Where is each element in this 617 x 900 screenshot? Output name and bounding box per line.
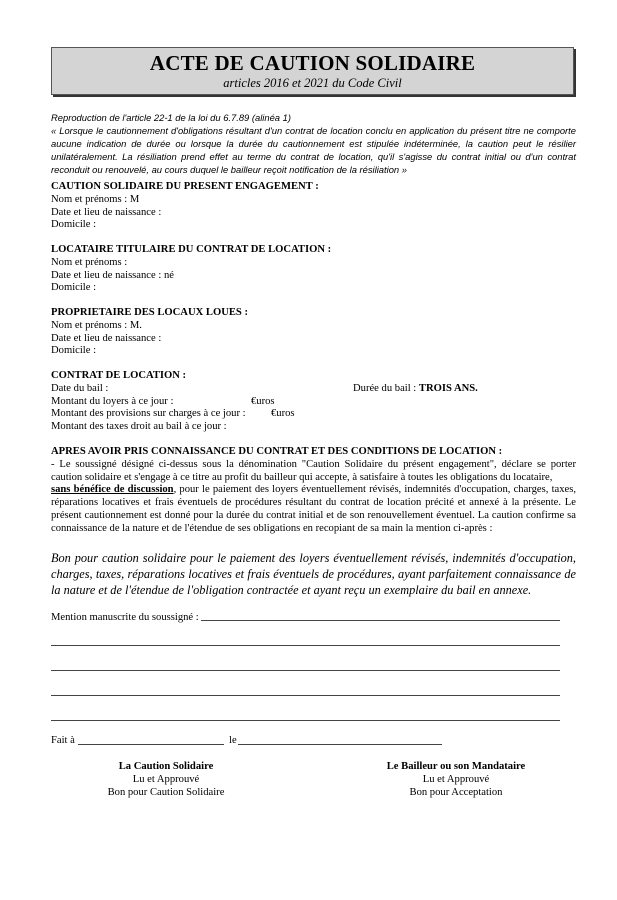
reference-quote: « Lorsque le cautionnement d'obligations résultant d'un contrat de location conclu en application du présent titre ne comporte aucune indication de durée ou lorsque la durée du cautionnement est stipulée indéterminée, la caution peut le résilier unilatéralement. La résiliation prend effet au terme du contrat de location, qu'il s'agisse du contrat initial ou d'un contrat reconduit ou renouvelé, au cours duquel le bailleur reçoit notification de la résiliation » <box>51 125 576 175</box>
signature-caution: La Caution Solidaire Lu et Approuvé Bon pour Caution Solidaire <box>107 761 225 798</box>
section-title: CONTRAT DE LOCATION : <box>51 370 187 381</box>
handwriting-line[interactable] <box>51 670 560 671</box>
legal-reference <box>51 111 576 176</box>
caution-home: Domicile : <box>51 219 97 231</box>
handwriting-line[interactable] <box>51 720 560 721</box>
section-title: PROPRIETAIRE DES LOCAUX LOUES : <box>51 307 248 318</box>
locataire-birth: Date et lieu de naissance : né <box>51 269 174 281</box>
contrat-loyer: Montant du loyers à ce jour : <box>51 395 174 407</box>
section-locataire <box>51 244 576 295</box>
contrat-loyer-row <box>51 396 576 409</box>
proprietaire-birth: Date et lieu de naissance : <box>51 332 162 344</box>
section-title: APRES AVOIR PRIS CONNAISSANCE DU CONTRAT ET DES CONDITIONS DE LOCATION : <box>51 446 503 457</box>
handwriting-line[interactable] <box>201 620 560 621</box>
proprietaire-home: Domicile : <box>51 345 97 357</box>
locataire-home: Domicile : <box>51 282 97 294</box>
le-label: le <box>229 735 237 746</box>
document-subtitle: articles 2016 et 2021 du Code Civil <box>223 76 402 90</box>
section-contrat <box>51 370 576 434</box>
contrat-date-row <box>51 383 576 396</box>
section-caution <box>51 181 576 232</box>
caution-birth: Date et lieu de naissance : <box>51 206 162 218</box>
place-line[interactable] <box>78 744 224 745</box>
caution-name: Nom et prénoms : M <box>51 193 140 205</box>
section-proprietaire <box>51 307 576 358</box>
section-engagement <box>51 446 576 536</box>
discussion-emphasis: sans bénéfice de discussion <box>51 484 174 496</box>
fait-a-label: Fait à <box>51 735 75 746</box>
proprietaire-name: Nom et prénoms : M. <box>51 319 142 331</box>
reference-line: Reproduction de l'article 22-1 de la loi du 6.7.89 (alinéa 1) <box>51 112 291 123</box>
contrat-taxes: Montant des taxes droit au bail à ce jour : <box>51 421 227 433</box>
manuscrite-label: Mention manuscrite du soussigné : <box>51 612 199 623</box>
section-title: LOCATAIRE TITULAIRE DU CONTRAT DE LOCATION : <box>51 244 332 255</box>
title-box <box>51 47 574 95</box>
date-line[interactable] <box>238 744 442 745</box>
handwriting-line[interactable] <box>51 645 560 646</box>
provisions-unit: €uros <box>271 408 295 420</box>
signature-bailleur: Le Bailleur ou son Mandataire Lu et Approuvé Bon pour Acceptation <box>386 761 526 798</box>
section-title: CAUTION SOLIDAIRE DU PRESENT ENGAGEMENT : <box>51 181 319 192</box>
engagement-paragraph: - Le soussigné désigné ci-dessus sous la dénomination "Caution Solidaire du présent engagement", déclare se porter caution solidaire et s'engage à ce titre au profit du bailleur qui accepte, à satisfaire à toutes les obligations du locataire, sans bénéfice de discussion, pour le paiement des loyers éventuellement révisés, indemnités d'occupation, charges, taxes, réparations locatives et frais éventuels de procédures résultant du contrat de location précité et annexé à la présente. Le présent cautionnement est donné pour la durée du contrat initial et de son renouvellement éventuel. La caution confirme sa connaissance de la nature et de l'étendue de ses obligations en recopiant de sa main la mention ci-après : <box>51 458 576 534</box>
fait-row <box>51 735 576 748</box>
locataire-name: Nom et prénoms : <box>51 256 128 268</box>
loyer-unit: €uros <box>251 395 275 407</box>
document-title: ACTE DE CAUTION SOLIDAIRE <box>149 51 476 75</box>
contrat-date: Date du bail : <box>51 382 109 394</box>
mention-text: Bon pour caution solidaire pour le paiement des loyers éventuellement révisés, indemnités d'occupation, charges, taxes, réparations locatives et frais éventuels de procédures, ayant parfaitement connaissance de la nature et de l'étendue de l'obligation contractée et ayant reçu un exemplaire du bail en annexe. <box>51 551 576 597</box>
contrat-duree: Durée du bail : TROIS ANS. <box>353 382 478 394</box>
contrat-provisions-row <box>51 408 576 421</box>
handwriting-line[interactable] <box>51 695 560 696</box>
contrat-provisions: Montant des provisions sur charges à ce jour : <box>51 408 246 420</box>
